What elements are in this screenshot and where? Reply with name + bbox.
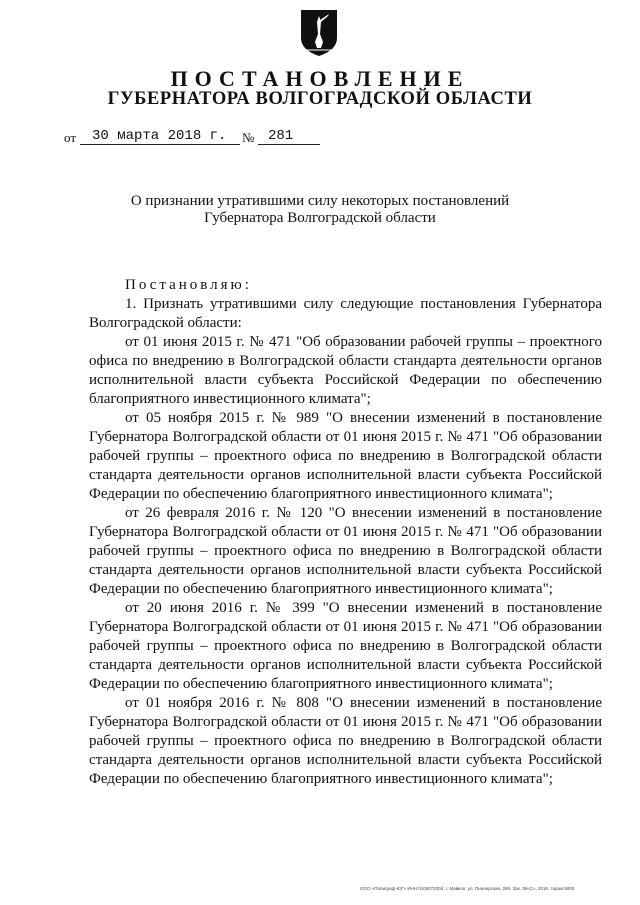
date-label: от <box>64 130 77 145</box>
paragraph-1: 1. Признать утратившими силу следующие постановления Губернатора Волгоградской области: <box>89 296 602 331</box>
document-subject <box>0 193 640 227</box>
document-body <box>89 276 602 789</box>
document-date: 30 марта 2018 г. <box>92 128 227 144</box>
date-underline <box>80 144 240 145</box>
document-number: 281 <box>268 128 294 144</box>
volgograd-coat-of-arms-icon <box>299 8 339 58</box>
paragraph-6: от 01 ноября 2016 г. № 808 "О внесении изменений в постановление Губернатора Волгоградской области от 01 июня 2015 г. № 471 "Об образовании рабочей группы – проектного офиса по внедрению в Волгоградской области стандарта деятельности органов исполнительной власти субъекта Российской Федерации по обеспечению благоприятного инвестиционного климата"; <box>89 695 602 787</box>
preamble: Постановляю: <box>125 277 252 293</box>
document-meta <box>64 128 364 148</box>
paragraph-3: от 05 ноября 2015 г. № 989 "О внесении изменений в постановление Губернатора Волгоградской области от 01 июня 2015 г. № 471 "Об образовании рабочей группы – проектного офиса по внедрению в Волгоградской области стандарта деятельности органов исполнительной власти субъекта Российской Федерации по обеспечению благоприятного инвестиционного климата"; <box>89 410 602 502</box>
paragraph-5: от 20 июня 2016 г. № 399 "О внесении изменений в постановление Губернатора Волгоградской области от 01 июня 2015 г. № 471 "Об образовании рабочей группы – проектного офиса по внедрению в Волгоградской области стандарта деятельности органов исполнительной власти субъекта Российской Федерации по обеспечению благоприятного инвестиционного климата"; <box>89 600 602 692</box>
document-title: ПОСТАНОВЛЕНИЕ <box>170 66 470 91</box>
number-underline <box>258 144 320 145</box>
paragraph-4: от 26 февраля 2016 г. № 120 "О внесении изменений в постановление Губернатора Волгоградской области от 01 июня 2015 г. № 471 "Об образовании рабочей группы – проектного офиса по внедрению в Волгоградской области стандарта деятельности органов исполнительной власти субъекта Российской Федерации по обеспечению благоприятного инвестиционного климата"; <box>89 505 602 597</box>
document-issuer: ГУБЕРНАТОРА ВОЛГОГРАДСКОЙ ОБЛАСТИ <box>107 89 533 109</box>
printer-imprint: ООО «Полиграф-ЮГ» ИНН 0105072304, г. Майкоп, ул. Пионерская, 288. Зак. 39«С», 2018, тираж 5000 <box>360 886 575 891</box>
number-label: № <box>242 130 255 145</box>
subject-line-2: Губернатора Волгоградской области <box>204 210 436 226</box>
paragraph-2: от 01 июня 2015 г. № 471 "Об образовании рабочей группы – проектного офиса по внедрению в Волгоградской области стандарта деятельности органов исполнительной власти субъекта Российской Федерации по обеспечению благоприятного инвестиционного климата"; <box>89 334 602 407</box>
subject-line-1: О признании утратившими силу некоторых постановлений <box>130 193 510 209</box>
